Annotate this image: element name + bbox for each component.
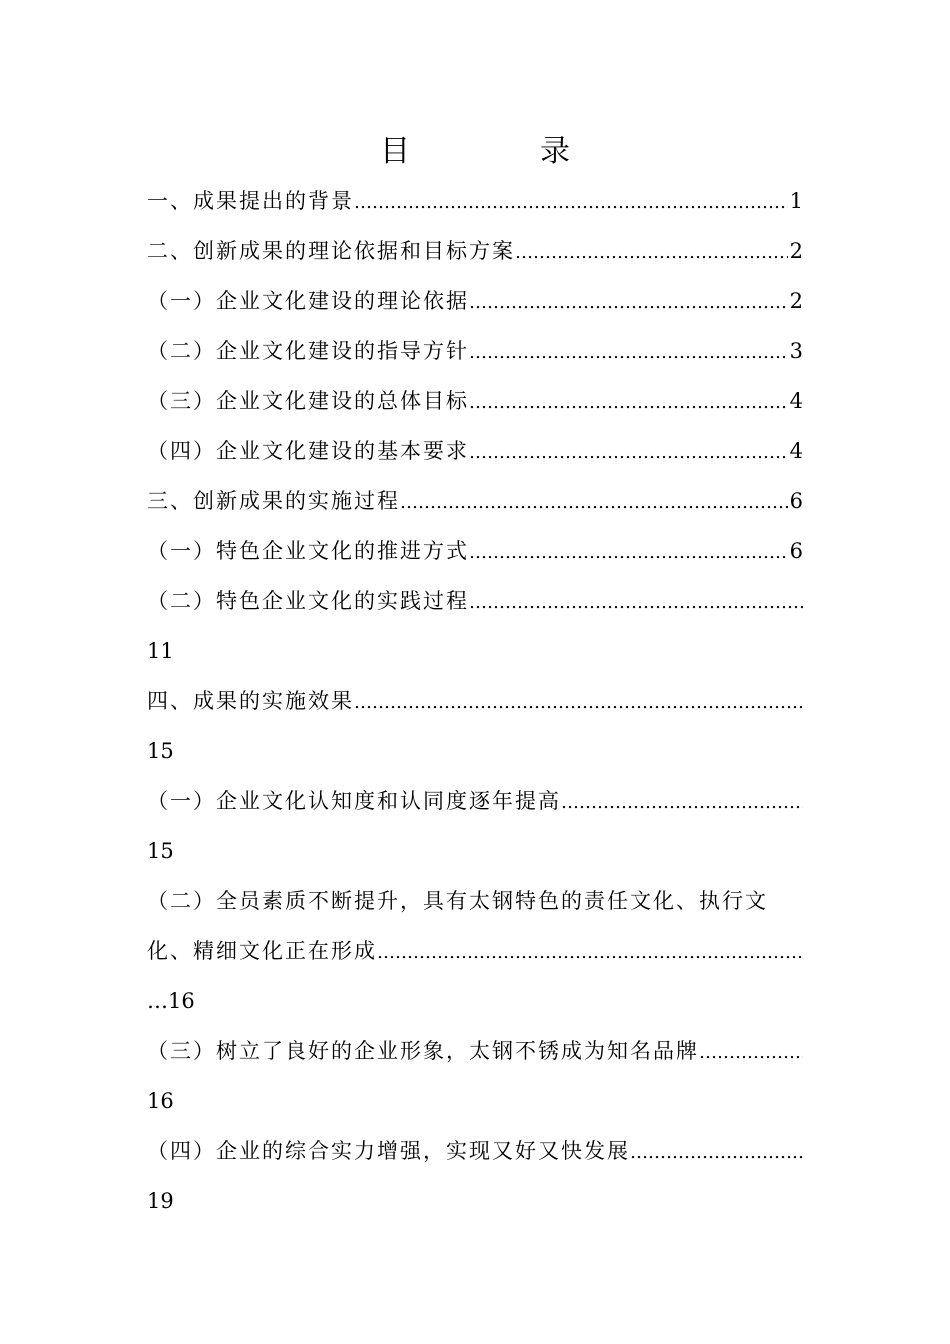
toc-page-number: 2 (789, 289, 803, 313)
toc-entry-text: （三）企业文化建设的总体目标 (147, 389, 469, 413)
toc-entry-text: （四）企业文化建设的基本要求 (147, 439, 469, 463)
toc-entry[interactable] (147, 1026, 803, 1076)
toc-entry[interactable] (147, 326, 803, 376)
table-of-contents (147, 176, 803, 1226)
toc-page-number: 19 (147, 1189, 174, 1213)
toc-entry-text: （一）企业文化认知度和认同度逐年提高 (147, 789, 561, 813)
toc-leader-dots (400, 478, 788, 526)
toc-entry-text: 化、精细文化正在形成 (147, 939, 377, 963)
toc-entry-text: （二）特色企业文化的实践过程 (147, 589, 469, 613)
toc-entry-text: 二、创新成果的理论依据和目标方案 (147, 239, 515, 263)
toc-leader-dots (561, 778, 803, 826)
toc-leader-dots (515, 228, 788, 276)
toc-entry[interactable] (147, 776, 803, 826)
toc-leader-dots (469, 278, 788, 326)
toc-leader-dots (699, 1028, 803, 1076)
toc-entry-text: （一）企业文化建设的理论依据 (147, 289, 469, 313)
toc-entry[interactable] (147, 526, 803, 576)
toc-leader-dots (469, 528, 788, 576)
toc-page-number: 2 (789, 239, 803, 263)
toc-page-number: 1 (789, 189, 803, 213)
toc-leader-dots (354, 678, 803, 726)
toc-entry[interactable] (147, 376, 803, 426)
page-title: 目 录 (380, 134, 620, 169)
toc-page-number: 16 (147, 1089, 174, 1113)
toc-page-number: 4 (789, 439, 803, 463)
toc-page-number: 4 (789, 389, 803, 413)
toc-page-number: 6 (789, 539, 803, 563)
toc-page-number: 15 (147, 839, 174, 863)
toc-page-number: 6 (789, 489, 803, 513)
toc-entry[interactable] (147, 276, 803, 326)
toc-leader-dots (354, 178, 788, 226)
toc-entry-text: 四、成果的实施效果 (147, 689, 354, 713)
toc-entry[interactable] (147, 226, 803, 276)
toc-page-number: …16 (147, 989, 195, 1013)
toc-entry[interactable] (147, 926, 803, 976)
toc-entry-text: 三、创新成果的实施过程 (147, 489, 400, 513)
toc-entry-text: （三）树立了良好的企业形象，太钢不锈成为知名品牌 (147, 1039, 699, 1063)
toc-leader-dots (469, 428, 788, 476)
toc-entry-text: （四）企业的综合实力增强，实现又好又快发展 (147, 1139, 630, 1163)
toc-entry-text: （一）特色企业文化的推进方式 (147, 539, 469, 563)
toc-leader-dots (377, 928, 803, 976)
toc-entry[interactable] (147, 176, 803, 226)
toc-entry-text: （二）企业文化建设的指导方针 (147, 339, 469, 363)
toc-page-number: 15 (147, 739, 174, 763)
toc-page-number: 11 (147, 639, 174, 663)
toc-entry[interactable] (147, 1126, 803, 1176)
toc-entry[interactable] (147, 476, 803, 526)
toc-entry-text: 一、成果提出的背景 (147, 189, 354, 213)
toc-leader-dots (469, 378, 788, 426)
toc-page-number: 3 (789, 339, 803, 363)
toc-entry[interactable] (147, 426, 803, 476)
toc-leader-dots (469, 578, 803, 626)
toc-entry-text[interactable]: （二）全员素质不断提升，具有太钢特色的责任文化、执行文 (147, 889, 768, 913)
toc-leader-dots (630, 1128, 803, 1176)
toc-entry[interactable] (147, 576, 803, 626)
toc-entry[interactable] (147, 676, 803, 726)
toc-leader-dots (469, 328, 788, 376)
